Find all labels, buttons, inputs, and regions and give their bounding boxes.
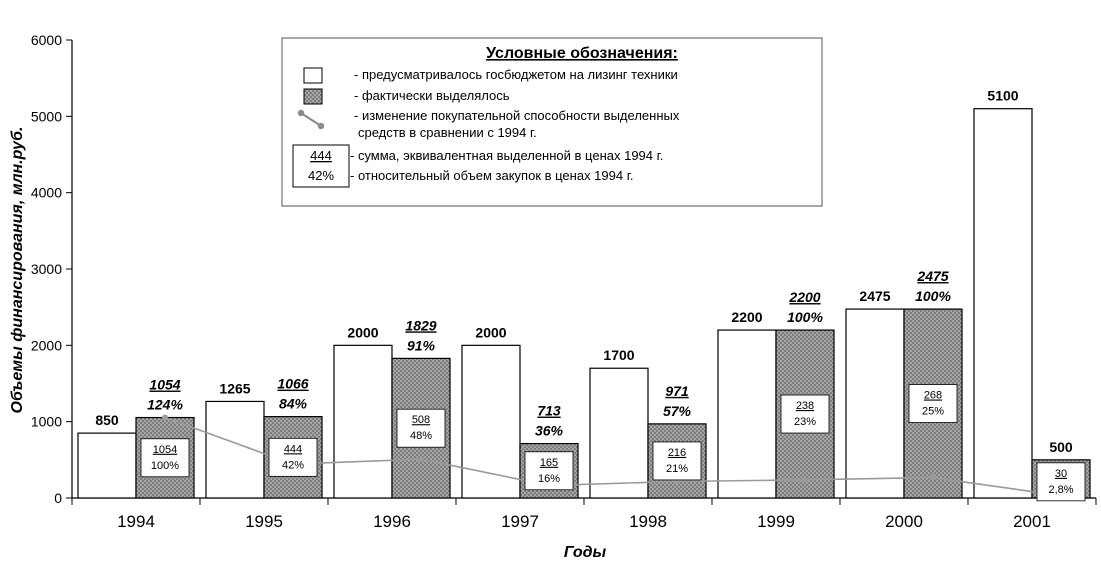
- x-tick-label-2000: 2000: [885, 512, 923, 531]
- y-tick-label-5000: 5000: [30, 108, 62, 125]
- bar-planned-1999: [718, 330, 776, 498]
- legend-line-marker-start: [298, 110, 304, 116]
- x-tick-label-1994: 1994: [117, 512, 155, 531]
- label-planned-1999: 2200: [731, 309, 763, 326]
- equiv-box-value-1994: 1054: [152, 443, 178, 456]
- legend-box-value: 444: [310, 148, 332, 163]
- legend-actual-swatch: [304, 89, 322, 104]
- legend-title: Условные обозначения:: [486, 45, 678, 62]
- bar-planned-1996: [334, 345, 392, 498]
- label-actual-pct-1994: 124%: [147, 396, 183, 413]
- bar-planned-1994: [78, 433, 136, 498]
- legend-planned-label: - предусматривалось госбюджетом на лизинг техники: [354, 67, 678, 82]
- label-actual-value-1995: 1066: [277, 375, 309, 392]
- bar-planned-1997: [462, 345, 520, 498]
- label-planned-1996: 2000: [347, 324, 379, 341]
- equiv-box-pct-2001: 2,8%: [1048, 483, 1074, 496]
- equiv-box-pct-1999: 23%: [793, 416, 817, 429]
- bar-planned-2001: [974, 109, 1032, 498]
- label-actual-pct-2000: 100%: [915, 288, 951, 305]
- legend-planned-swatch: [304, 68, 322, 83]
- purchasing-power-point-1996: [418, 456, 424, 462]
- label-actual-pct-1996: 91%: [406, 337, 436, 354]
- x-axis-title: Годы: [563, 544, 607, 561]
- label-actual-pct-1998: 57%: [662, 402, 692, 419]
- legend-box-pct: 42%: [307, 168, 335, 183]
- label-actual-pct-1997: 36%: [534, 422, 564, 439]
- label-actual-value-1994: 1054: [149, 376, 181, 393]
- equiv-box-pct-1996: 48%: [409, 430, 433, 443]
- label-planned-1998: 1700: [603, 347, 635, 364]
- equiv-box-pct-2000: 25%: [921, 405, 945, 418]
- x-tick-label-1995: 1995: [245, 512, 283, 531]
- equiv-box-value-1999: 238: [795, 400, 815, 413]
- label-actual-pct-1999: 100%: [787, 309, 823, 326]
- legend-line-label-2: средств в сравнении с 1994 г.: [358, 125, 537, 140]
- equiv-box-pct-1997: 16%: [537, 472, 561, 485]
- y-tick-label-3000: 3000: [30, 261, 62, 277]
- equiv-box-value-1996: 508: [411, 414, 431, 427]
- x-tick-label-1999: 1999: [757, 512, 795, 531]
- equiv-box-value-1997: 165: [539, 456, 559, 469]
- purchasing-power-point-1994: [162, 415, 168, 421]
- legend-box-desc-2: - относительный объем закупок в ценах 1994 г.: [350, 168, 634, 183]
- label-actual-value-1998: 971: [665, 382, 689, 399]
- label-actual-value-1997: 713: [537, 402, 561, 419]
- purchasing-power-point-2000: [930, 475, 936, 481]
- label-actual-value-1996: 1829: [405, 317, 437, 334]
- label-planned-1995: 1265: [219, 380, 251, 397]
- legend: [282, 38, 822, 206]
- equiv-box-value-1998: 216: [667, 446, 687, 459]
- x-tick-label-2001: 2001: [1013, 512, 1051, 531]
- y-tick-label-1000: 1000: [30, 413, 62, 430]
- equiv-box-value-2001: 30: [1054, 467, 1068, 480]
- label-actual-value-1999: 2200: [789, 289, 821, 306]
- legend-box-desc-1: - сумма, эквивалентная выделенной в ценах 1994 г.: [350, 148, 664, 163]
- equiv-box-pct-1995: 42%: [281, 459, 305, 472]
- label-actual-pct-1995: 84%: [278, 395, 308, 412]
- label-actual-value-2001: 500: [1049, 438, 1073, 455]
- bar-planned-1998: [590, 368, 648, 498]
- x-tick-label-1996: 1996: [373, 512, 411, 531]
- label-planned-2001: 5100: [987, 87, 1019, 104]
- y-axis-title: Объемы финансирования, млн.руб.: [9, 126, 26, 414]
- equiv-box-pct-1994: 100%: [150, 459, 180, 472]
- y-tick-label-4000: 4000: [30, 184, 62, 201]
- equiv-box-value-1995: 444: [283, 443, 303, 456]
- y-tick-label-0: 0: [54, 490, 62, 506]
- y-tick-label-6000: 6000: [30, 32, 62, 48]
- legend-line-label-1: - изменение покупательной способности выделенных: [354, 108, 680, 123]
- bar-planned-2000: [846, 309, 904, 498]
- legend-line-marker-end: [318, 123, 324, 129]
- x-tick-label-1997: 1997: [501, 512, 539, 531]
- label-planned-1994: 850: [95, 412, 119, 429]
- equiv-box-value-2000: 268: [923, 389, 943, 402]
- legend-actual-label: - фактически выделялось: [354, 88, 510, 103]
- y-tick-label-2000: 2000: [30, 337, 62, 354]
- label-actual-value-2000: 2475: [917, 268, 949, 285]
- purchasing-power-point-1999: [802, 477, 808, 483]
- x-tick-label-1998: 1998: [629, 512, 667, 531]
- label-planned-1997: 2000: [475, 324, 507, 341]
- label-planned-2000: 2475: [859, 288, 891, 305]
- equiv-box-pct-1998: 21%: [665, 462, 689, 475]
